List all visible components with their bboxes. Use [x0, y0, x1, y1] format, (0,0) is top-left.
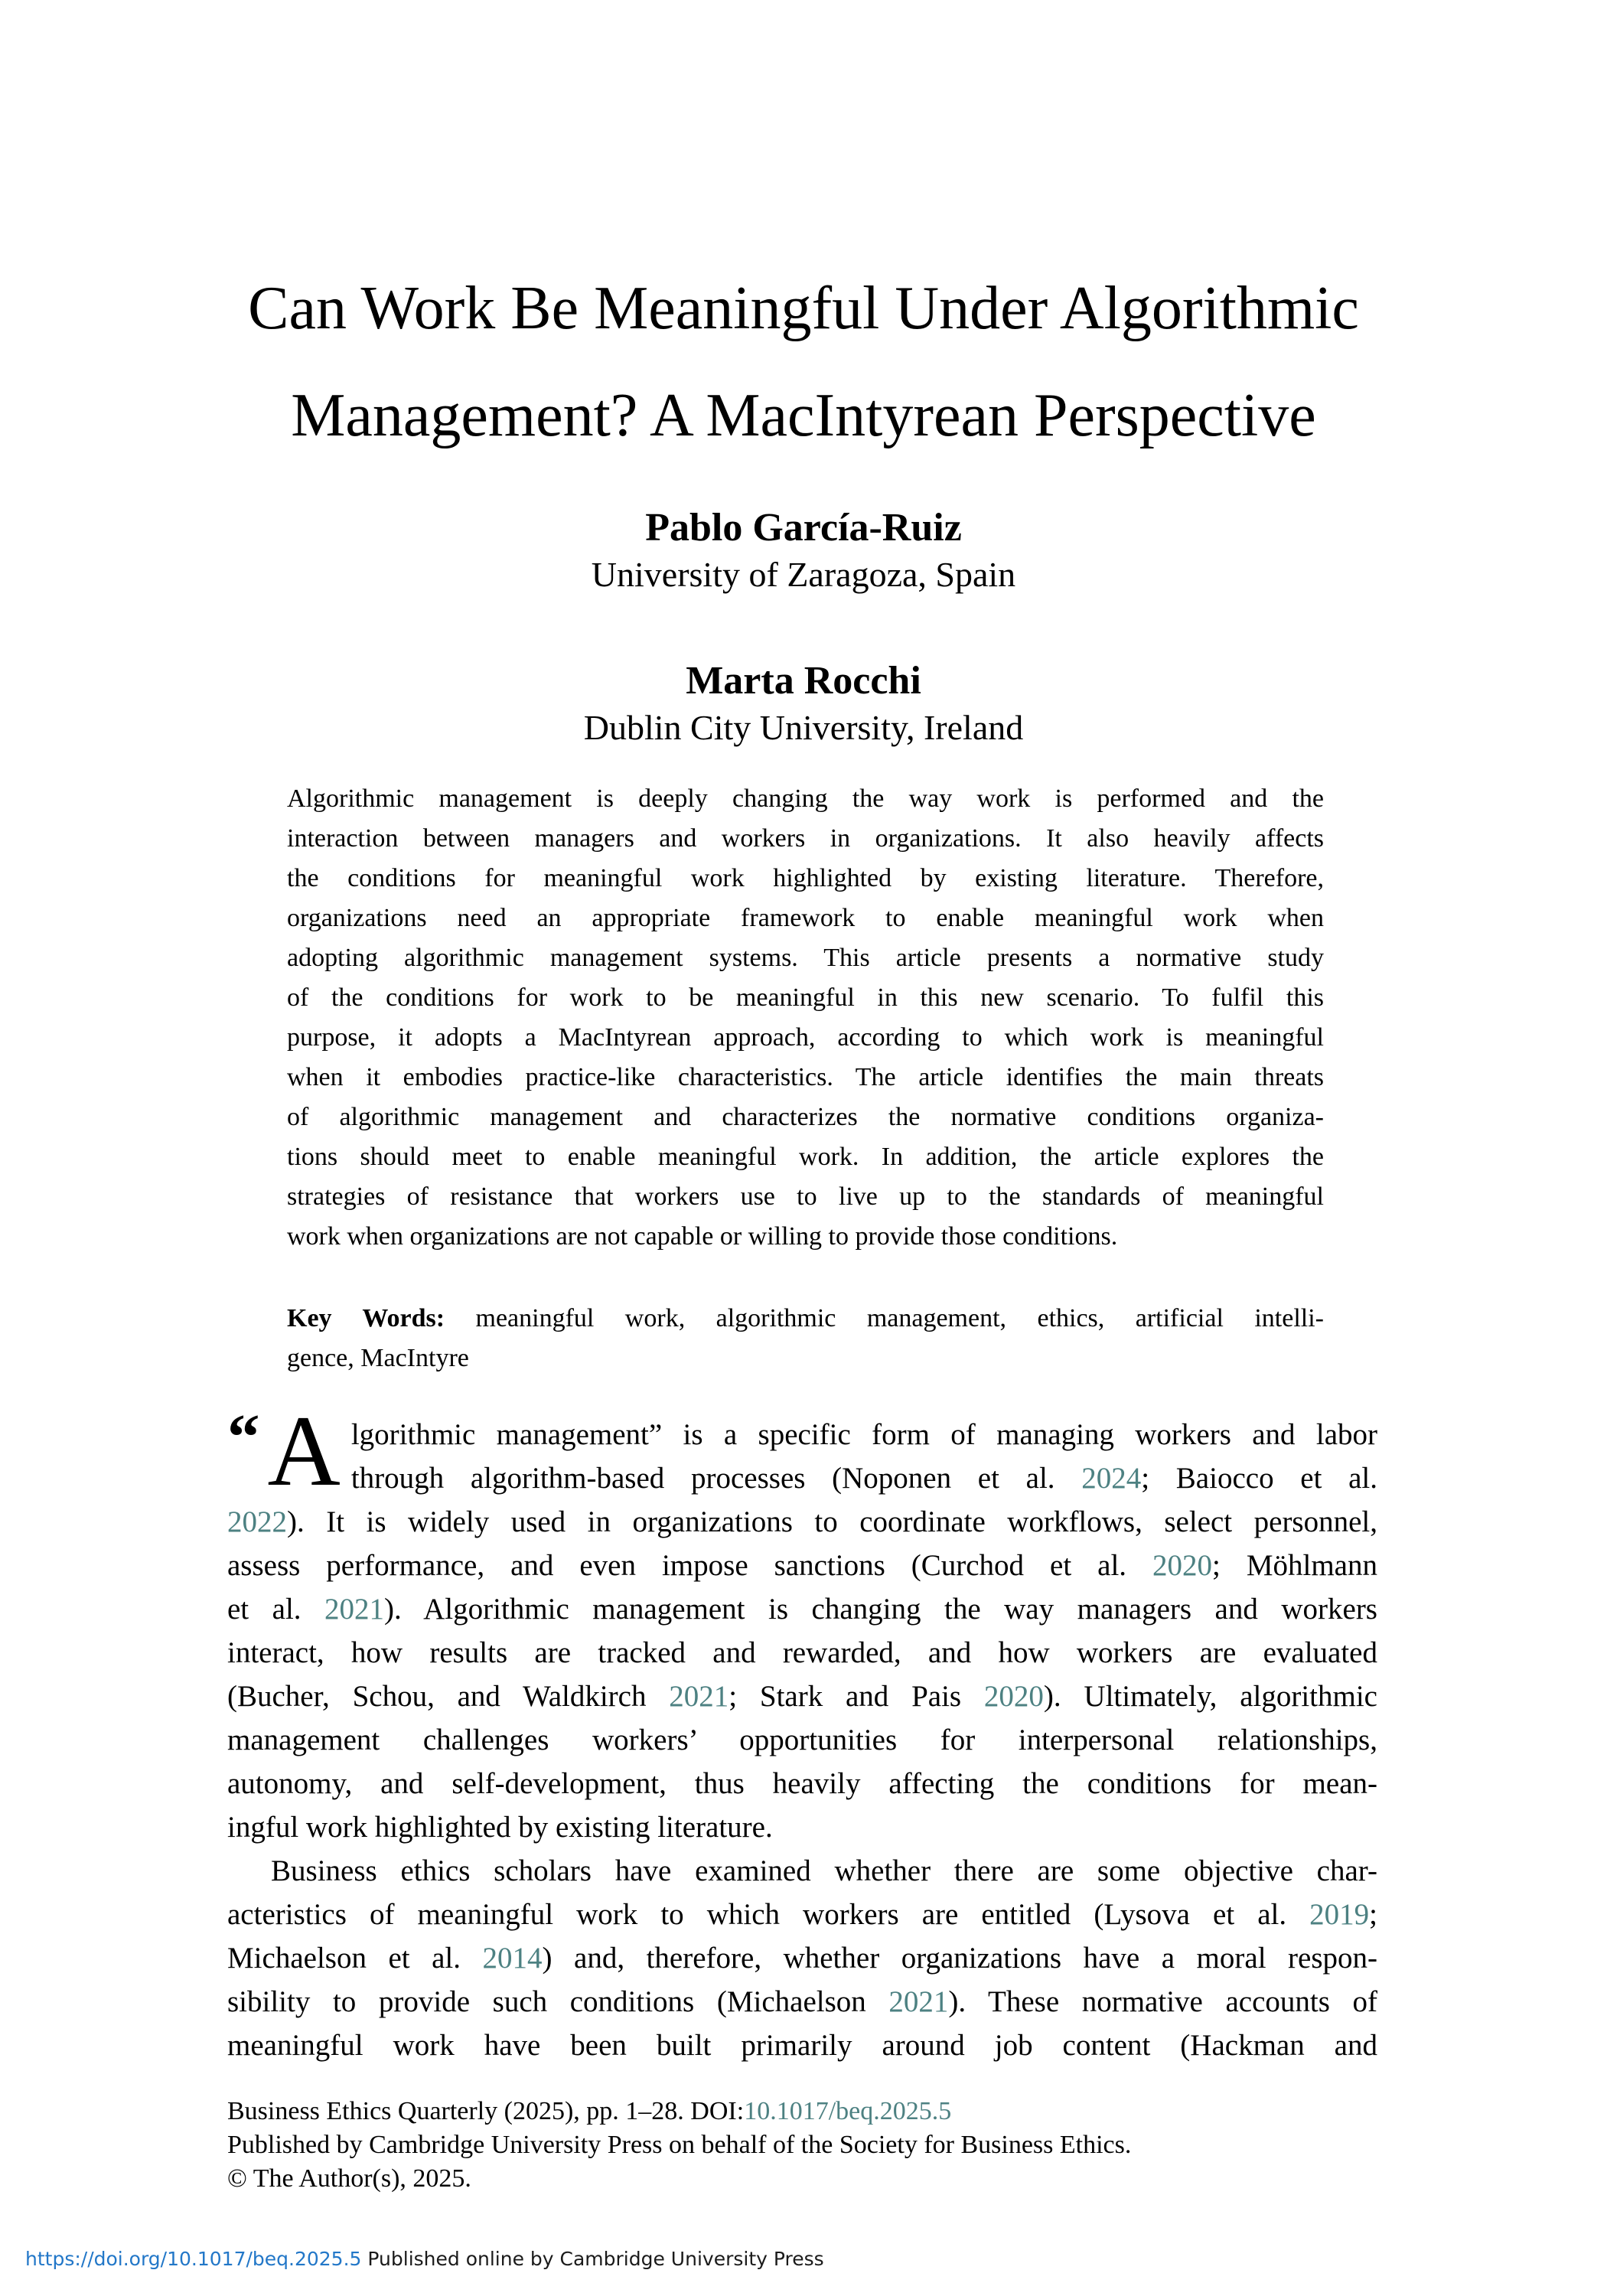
- dropcap: [227, 1394, 341, 1507]
- text-segment: tions should meet to enable meaningful work. In addition, the article explores the: [287, 1143, 1324, 1171]
- title-line-2: Management? A MacIntyrean Perspective: [291, 382, 1316, 449]
- text-segment: Published by Cambridge University Press on behalf of the Society for Business Ethics.: [227, 2131, 1132, 2159]
- text-segment: ;: [1369, 1898, 1377, 1931]
- text-segment: gence, MacIntyre: [287, 1344, 469, 1372]
- text-line: [227, 2162, 1377, 2196]
- paragraph-2: [227, 1849, 1377, 2067]
- text-line: [227, 1718, 1377, 1762]
- text-line: [227, 1980, 1377, 2024]
- text-segment: ingful work highlighted by existing literature.: [227, 1811, 773, 1844]
- text-segment: ; Möhlmann: [1212, 1549, 1377, 1582]
- article-body: [227, 1394, 1378, 2067]
- text-line: [287, 978, 1324, 1018]
- text-line: [287, 819, 1324, 859]
- text-segment: ; Stark and Pais: [729, 1680, 984, 1713]
- text-segment: work when organizations are not capable or willing to provide those conditions.: [287, 1222, 1118, 1251]
- text-line: [287, 1339, 1324, 1378]
- text-segment: © The Author(s), 2025.: [227, 2164, 471, 2193]
- text-segment: meaningful work have been built primarily around job content (Hackman and: [227, 2029, 1377, 2062]
- text-line: [227, 1413, 1377, 1456]
- text-segment: adopting algorithmic management systems. This article presents a normative study: [287, 944, 1324, 972]
- text-segment: meaningful work, algorithmic management, ethics, artificial intelli-: [445, 1304, 1324, 1332]
- citation-year-link[interactable]: 2020: [983, 1680, 1044, 1713]
- text-line: [227, 2128, 1377, 2162]
- text-line: [287, 1217, 1324, 1257]
- text-segment: strategies of resistance that workers use to live up to the standards of meaningful: [287, 1182, 1324, 1211]
- text-line: [287, 938, 1324, 978]
- author-block-2: [0, 658, 1607, 748]
- text-line: [227, 2024, 1377, 2067]
- text-segment: assess performance, and even impose sanctions (Curchod et al.: [227, 1549, 1153, 1582]
- abstract: [287, 779, 1324, 1257]
- text-segment: of algorithmic management and characterizes the normative conditions organiza-: [287, 1103, 1324, 1131]
- text-segment: lgorithmic management” is a specific form of managing workers and labor: [350, 1418, 1377, 1451]
- text-segment: organizations need an appropriate framework to enable meaningful work when: [287, 904, 1324, 932]
- publisher-bar: [25, 2247, 824, 2272]
- author-block-1: [0, 505, 1607, 595]
- paragraph-1-lines: [227, 1394, 1378, 1849]
- text-line: [287, 1058, 1324, 1097]
- text-segment: purpose, it adopts a MacIntyrean approach, according to which work is meaningful: [287, 1023, 1324, 1052]
- open-quote-glyph: “: [227, 1401, 260, 1473]
- text-line: [227, 1500, 1377, 1544]
- text-line: [227, 1587, 1377, 1631]
- text-segment: when it embodies practice-like characteristics. The article identifies the main threats: [287, 1063, 1324, 1091]
- text-segment: Algorithmic management is deeply changing the way work is performed and the: [287, 784, 1324, 813]
- author-name: Pablo García-Ruiz: [645, 506, 962, 550]
- text-segment: through algorithm-based processes (Noponen et al.: [350, 1462, 1082, 1495]
- text-segment: ). Algorithmic management is changing the way managers and workers: [384, 1593, 1377, 1626]
- text-line: [227, 2095, 1377, 2128]
- text-line: [227, 1936, 1377, 1980]
- citation-year-link[interactable]: 2019: [1309, 1898, 1370, 1931]
- text-segment: (Bucher, Schou, and Waldkirch: [227, 1680, 670, 1713]
- publisher-bar-text: Published online by Cambridge University Press: [361, 2248, 824, 2270]
- text-segment: ; Baiocco et al.: [1141, 1462, 1378, 1495]
- text-segment: management challenges workers’ opportunities for interpersonal relationships,: [227, 1724, 1377, 1756]
- text-segment: of the conditions for work to be meaningful in this new scenario. To fulfil this: [287, 983, 1324, 1012]
- text-line: [227, 1805, 1377, 1849]
- citation-year-link[interactable]: 2021: [324, 1593, 385, 1626]
- citation-year-link[interactable]: 2014: [482, 1942, 543, 1975]
- text-line: [227, 1631, 1377, 1675]
- text-segment: ). These normative accounts of: [948, 1985, 1377, 2018]
- keywords: [287, 1299, 1324, 1378]
- citation-year-link[interactable]: 2024: [1081, 1462, 1142, 1495]
- author-affiliation: University of Zaragoza, Spain: [591, 555, 1016, 594]
- text-line: [227, 1893, 1377, 1936]
- text-segment: acteristics of meaningful work to which workers are entitled (Lysova et al.: [227, 1898, 1310, 1931]
- citation-year-link[interactable]: 2022: [227, 1505, 287, 1538]
- text-line: [287, 1018, 1324, 1058]
- text-segment: Key Words:: [287, 1304, 445, 1332]
- text-line: [227, 1849, 1377, 1893]
- text-segment: autonomy, and self-development, thus heavily affecting the conditions for mean-: [227, 1767, 1377, 1800]
- text-line: [287, 1299, 1324, 1339]
- text-segment: et al.: [227, 1593, 325, 1626]
- text-segment: interaction between managers and workers in organizations. It also heavily affects: [287, 824, 1324, 853]
- text-segment: Business ethics scholars have examined whether there are some objective char-: [271, 1854, 1377, 1887]
- citation-year-link[interactable]: 2021: [888, 1985, 949, 2018]
- citation-year-link[interactable]: 2020: [1152, 1549, 1213, 1582]
- text-segment: sibility to provide such conditions (Michaelson: [227, 1985, 889, 2018]
- text-line: [287, 899, 1324, 938]
- text-segment: Business Ethics Quarterly (2025), pp. 1–28. DOI:: [227, 2097, 745, 2125]
- text-line: [287, 779, 1324, 819]
- text-segment: the conditions for meaningful work highlighted by existing literature. Therefore,: [287, 864, 1324, 892]
- citation-year-link[interactable]: 2021: [669, 1680, 729, 1713]
- title-line-1: Can Work Be Meaningful Under Algorithmic: [248, 275, 1359, 342]
- author-name: Marta Rocchi: [686, 659, 921, 703]
- journal-footnote: [227, 2095, 1377, 2196]
- text-segment: ). It is widely used in organizations to coordinate workflows, select personnel,: [287, 1505, 1377, 1538]
- text-segment: ). Ultimately, algorithmic: [1043, 1680, 1377, 1713]
- text-line: [287, 1177, 1324, 1217]
- text-line: [227, 1456, 1377, 1500]
- text-segment: Michaelson et al.: [227, 1942, 483, 1975]
- text-line: [287, 1097, 1324, 1137]
- author-affiliation: Dublin City University, Ireland: [583, 708, 1024, 747]
- text-line: [287, 1137, 1324, 1177]
- text-line: [227, 1544, 1377, 1587]
- article-title: [227, 255, 1380, 469]
- text-line: [287, 859, 1324, 899]
- dropcap-letter: A: [267, 1394, 341, 1507]
- paragraph-1: [227, 1394, 1378, 1849]
- text-line: [227, 1762, 1377, 1805]
- text-segment: interact, how results are tracked and rewarded, and how workers are evaluated: [227, 1636, 1377, 1669]
- doi-url-link[interactable]: https://doi.org/10.1017/beq.2025.5: [25, 2248, 362, 2270]
- text-line: [227, 1675, 1377, 1718]
- text-segment: ) and, therefore, whether organizations have a moral respon-: [542, 1942, 1377, 1975]
- doi-text-link[interactable]: 10.1017/beq.2025.5: [744, 2097, 952, 2125]
